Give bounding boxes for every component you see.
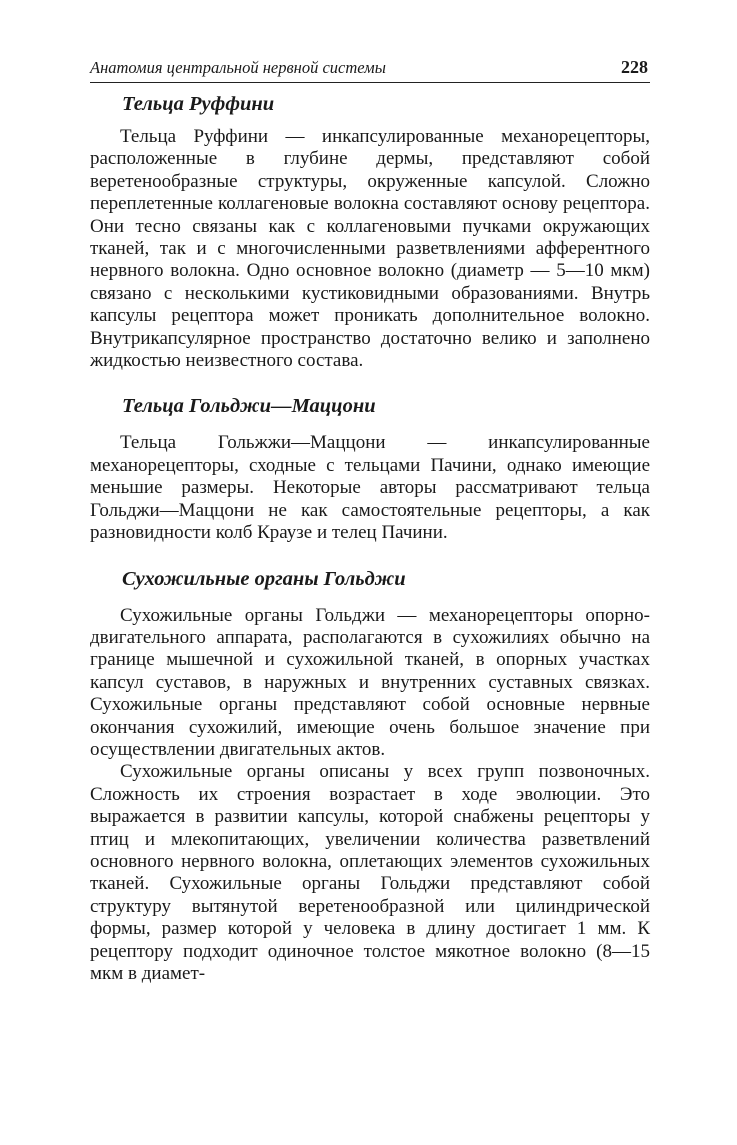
section-heading-golgi-mazzoni: Тельца Гольджи—Маццони xyxy=(122,395,376,418)
page-number: 228 xyxy=(621,57,648,77)
running-title: Анатомия центральной нервной системы xyxy=(90,58,386,77)
paragraph-golgi-mazzoni: Тельца Гольжжи—Маццони — инкапсулированные механорецепторы, сходные с тельцами Пачини, однако имеющие меньшие размеры. Некоторые авторы рассматривают тельца Гольджи—Маццони не как самостоятельные рецепторы, а как разновидности колб Краузе и телец Пачини. xyxy=(90,432,650,544)
section-heading-golgi-tendon-organs: Сухожильные органы Гольджи xyxy=(122,567,406,590)
page-body xyxy=(90,90,650,985)
paragraph-tendon-organs-1: Сухожильные органы Гольджи — механорецепторы опорно-двигательного аппарата, располагаются в сухожилиях обычно на границе мышечной и сухожильной тканей, в опорных участках капсул суставов, в наружных и внутренних суставных связках. Сухожильные органы представляют собой основные нервные окончания сухожилий, имеющие очень большое значение при осуществлении двигательных актов. xyxy=(90,604,650,760)
running-header xyxy=(90,58,650,83)
section-heading-ruffini: Тельца Руффини xyxy=(122,93,275,115)
paragraph-ruffini: Тельца Руффини — инкапсулированные механорецепторы, расположенные в глубине дермы, представляют собой веретенообразные структуры, окруженные капсулой. Сложно переплетенные коллагеновые волокна составляют основу рецептора. Они тесно связаны как с коллагеновыми пучками окружающих тканей, так и с многочисленными разветвлениями афферентного нервного волокна. Одно основное волокно (диаметр — 5—10 мкм) связано с несколькими кустиковидными образованиями. Внутрь капсулы рецептора может проникать дополнительное волокно. Внутрикапсулярное пространство достаточно велико и заполнено жидкостью неизвестного состава. xyxy=(90,126,650,372)
paragraph-tendon-organs-2: Сухожильные органы описаны у всех групп позвоночных. Сложность их строения возрастает в ходе эволюции. Это выражается в развитии капсулы, которой снабжены рецепторы у птиц и млекопитающих, увеличении количества разветвлений основного нервного волокна, оплетающих элементов сухожильных тканей. Сухожильные органы Гольджи представляют собой структуру вытянутой веретенообразной или цилиндрической формы, размер которой у человека в длину достигает 1 мм. К рецептору подходит одиночное толстое мякотное волокно (8—15 мкм в диамет- xyxy=(90,761,650,984)
